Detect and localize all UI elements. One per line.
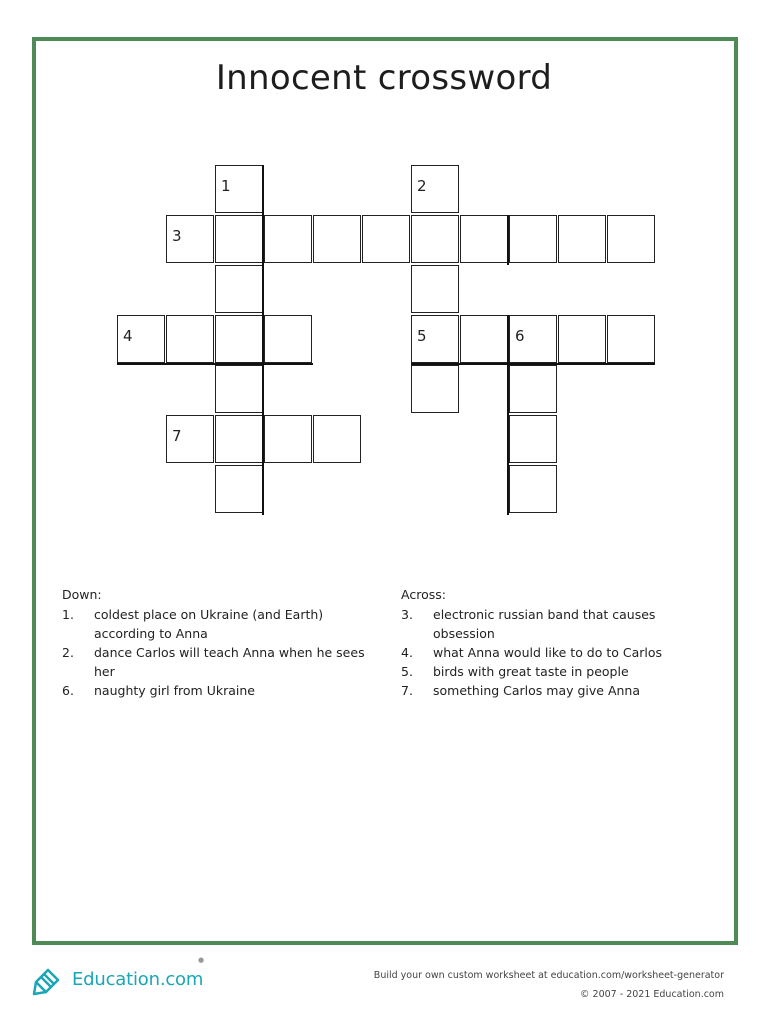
- crossword-cell[interactable]: [215, 465, 263, 513]
- crossword-cell[interactable]: [215, 265, 263, 313]
- clue-text: electronic russian band that causes obsession: [433, 607, 656, 641]
- clue-text: something Carlos may give Anna: [433, 683, 641, 698]
- clue-num: 1.: [62, 607, 74, 622]
- crossword-cell[interactable]: [362, 215, 410, 263]
- crossword-cell[interactable]: [607, 315, 655, 363]
- footer-tagline[interactable]: Build your own custom worksheet at education.com/worksheet-generator: [373, 970, 724, 981]
- crossword-cell[interactable]: [558, 215, 606, 263]
- clue-item: [62, 605, 372, 643]
- crossword-cell[interactable]: [264, 415, 312, 463]
- decorative-dot-icon: ●: [198, 956, 205, 964]
- crossword-cell[interactable]: [215, 315, 263, 363]
- footer-copyright: © 2007 - 2021 Education.com: [580, 989, 724, 1000]
- crossword-cell[interactable]: [166, 415, 214, 463]
- crossword-cell[interactable]: [509, 415, 557, 463]
- crossword-cell[interactable]: [411, 165, 459, 213]
- crossword-cell[interactable]: [509, 465, 557, 513]
- clue-num: 4.: [401, 645, 413, 660]
- clue-item: [62, 681, 372, 700]
- crossword-cell[interactable]: [313, 415, 361, 463]
- across-clues: [401, 585, 691, 700]
- clue-number: 5: [417, 327, 427, 345]
- crossword-cell[interactable]: [215, 415, 263, 463]
- clue-item: [62, 643, 372, 681]
- crossword-cell[interactable]: [215, 165, 263, 213]
- brand-name: Education.com: [72, 968, 204, 990]
- down-header: Down:: [62, 587, 102, 602]
- word-boundary-line: [262, 165, 264, 515]
- clue-num: 6.: [62, 683, 74, 698]
- clue-item: [401, 681, 691, 700]
- across-header: Across:: [401, 587, 446, 602]
- clue-num: 7.: [401, 683, 413, 698]
- clue-text: naughty girl from Ukraine: [94, 683, 255, 698]
- word-boundary-line: [507, 215, 509, 265]
- clue-number: 6: [515, 327, 525, 345]
- crossword-cell[interactable]: [215, 365, 263, 413]
- crossword-cell[interactable]: [509, 315, 557, 363]
- crossword-cell[interactable]: [411, 265, 459, 313]
- crossword-cell[interactable]: [264, 215, 312, 263]
- word-boundary-line: [411, 363, 655, 365]
- crossword-cell[interactable]: [264, 315, 312, 363]
- clue-text: dance Carlos will teach Anna when he sees her: [94, 645, 365, 679]
- crossword-cell[interactable]: [166, 215, 214, 263]
- clue-num: 3.: [401, 607, 413, 622]
- clue-number: 2: [417, 177, 427, 195]
- crossword-cell[interactable]: [607, 215, 655, 263]
- crossword-cell[interactable]: [117, 315, 165, 363]
- clue-item: [401, 605, 691, 643]
- clue-number: 1: [221, 177, 231, 195]
- clue-number: 3: [172, 227, 182, 245]
- education-logo[interactable]: [32, 962, 203, 996]
- clue-item: [401, 662, 691, 681]
- crossword-cell[interactable]: [313, 215, 361, 263]
- clue-num: 5.: [401, 664, 413, 679]
- crossword-cell[interactable]: [411, 315, 459, 363]
- clue-text: coldest place on Ukraine (and Earth) according to Anna: [94, 607, 324, 641]
- crossword-cell[interactable]: [558, 315, 606, 363]
- clue-num: 2.: [62, 645, 74, 660]
- word-boundary-line: [507, 315, 509, 515]
- clue-number: 4: [123, 327, 133, 345]
- crossword-cell[interactable]: [166, 315, 214, 363]
- down-clues: [62, 585, 372, 700]
- page-title: Innocent crossword: [215, 58, 553, 98]
- crossword-cell[interactable]: [411, 215, 459, 263]
- crossword-cell[interactable]: [215, 215, 263, 263]
- crossword-cell[interactable]: [509, 215, 557, 263]
- pencil-icon: [32, 962, 66, 996]
- crossword-cell[interactable]: [460, 215, 508, 263]
- crossword-cell[interactable]: [411, 365, 459, 413]
- crossword-cell[interactable]: [460, 315, 508, 363]
- word-boundary-line: [117, 363, 313, 365]
- crossword-cell[interactable]: [509, 365, 557, 413]
- clue-text: birds with great taste in people: [433, 664, 629, 679]
- clue-number: 7: [172, 427, 182, 445]
- clue-item: [401, 643, 691, 662]
- clue-text: what Anna would like to do to Carlos: [433, 645, 663, 660]
